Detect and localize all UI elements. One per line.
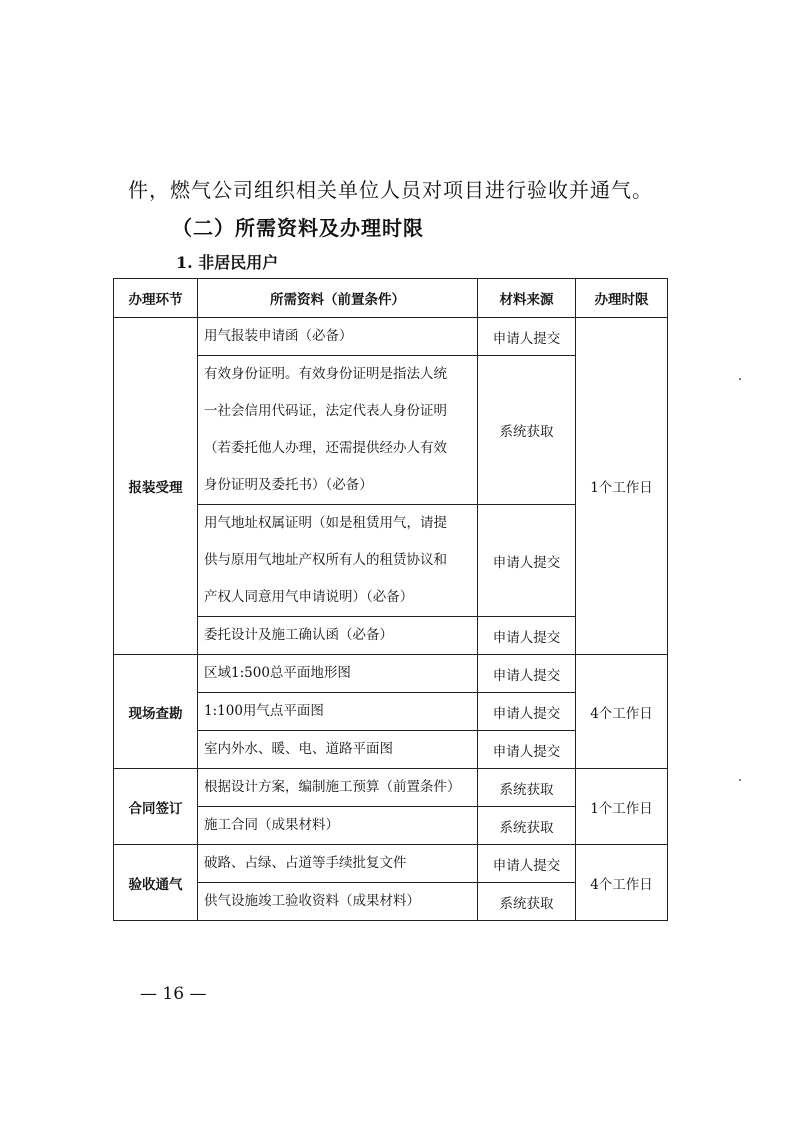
material-line: 1:100用气点平面图	[204, 703, 324, 719]
material-line: 供气设施竣工验收资料（成果材料）	[204, 893, 420, 909]
source-cell: 系统获取	[478, 356, 576, 505]
subsection-heading: 1. 非居民用户	[176, 253, 279, 272]
time-limit-cell: 4个工作日	[576, 655, 668, 769]
stage-cell: 合同签订	[114, 769, 198, 845]
material-line: 用气报装申请函（必备）	[204, 328, 353, 344]
material-line: 身份证明及委托书）（必备）	[204, 477, 373, 493]
header-source: 材料来源	[478, 279, 576, 318]
time-limit-cell: 4个工作日	[576, 845, 668, 921]
material-line: 区域1:500总平面地形图	[204, 665, 351, 681]
header-time-limit: 办理时限	[576, 279, 668, 318]
source-cell: 申请人提交	[478, 845, 576, 883]
material-line: 委托设计及施工确认函（必备）	[204, 627, 393, 643]
material-cell	[198, 693, 478, 731]
material-line: 施工合同（成果材料）	[204, 817, 339, 833]
scan-speck	[739, 779, 741, 781]
source-cell: 系统获取	[478, 769, 576, 807]
requirements-table	[113, 278, 668, 921]
section-heading: （二）所需资料及办理时限	[172, 216, 424, 240]
header-stage: 办理环节	[114, 279, 198, 318]
source-cell: 申请人提交	[478, 617, 576, 655]
material-cell	[198, 318, 478, 356]
source-cell: 系统获取	[478, 807, 576, 845]
table-row	[114, 769, 668, 807]
material-cell	[198, 769, 478, 807]
intro-paragraph: 件，燃气公司组织相关单位人员对项目进行验收并通气。	[128, 178, 653, 202]
material-cell	[198, 731, 478, 769]
material-cell	[198, 505, 478, 617]
source-cell: 系统获取	[478, 883, 576, 921]
source-cell: 申请人提交	[478, 693, 576, 731]
source-cell: 申请人提交	[478, 655, 576, 693]
material-line: 破路、占绿、占道等手续批复文件	[204, 855, 407, 871]
source-cell: 申请人提交	[478, 505, 576, 617]
table-row	[114, 845, 668, 883]
stage-cell: 现场查勘	[114, 655, 198, 769]
material-cell	[198, 807, 478, 845]
material-cell	[198, 845, 478, 883]
table-header-row	[114, 279, 668, 318]
header-materials: 所需资料（前置条件）	[198, 279, 478, 318]
material-cell	[198, 883, 478, 921]
material-cell	[198, 655, 478, 693]
material-line: 产权人同意用气申请说明）（必备）	[204, 589, 414, 605]
stage-cell: 报装受理	[114, 318, 198, 655]
material-line: 用气地址权属证明（如是租赁用气，请提	[204, 515, 447, 531]
material-line: 供与原用气地址产权所有人的租赁协议和	[204, 552, 447, 568]
material-line: 一社会信用代码证，法定代表人身份证明	[204, 403, 447, 419]
material-line: 室内外水、暖、电、道路平面图	[204, 741, 393, 757]
material-line: 根据设计方案，编制施工预算（前置条件）	[204, 779, 461, 795]
time-limit-cell: 1个工作日	[576, 318, 668, 655]
stage-cell: 验收通气	[114, 845, 198, 921]
time-limit-cell: 1个工作日	[576, 769, 668, 845]
material-cell	[198, 356, 478, 505]
material-line: （若委托他人办理，还需提供经办人有效	[204, 440, 447, 456]
material-cell	[198, 617, 478, 655]
scan-speck	[739, 378, 741, 380]
source-cell: 申请人提交	[478, 318, 576, 356]
table-body	[114, 318, 668, 921]
table-row	[114, 655, 668, 693]
material-line: 有效身份证明。有效身份证明是指法人统	[204, 366, 447, 382]
page-number: — 16 —	[140, 984, 207, 1004]
table-row	[114, 318, 668, 356]
source-cell: 申请人提交	[478, 731, 576, 769]
